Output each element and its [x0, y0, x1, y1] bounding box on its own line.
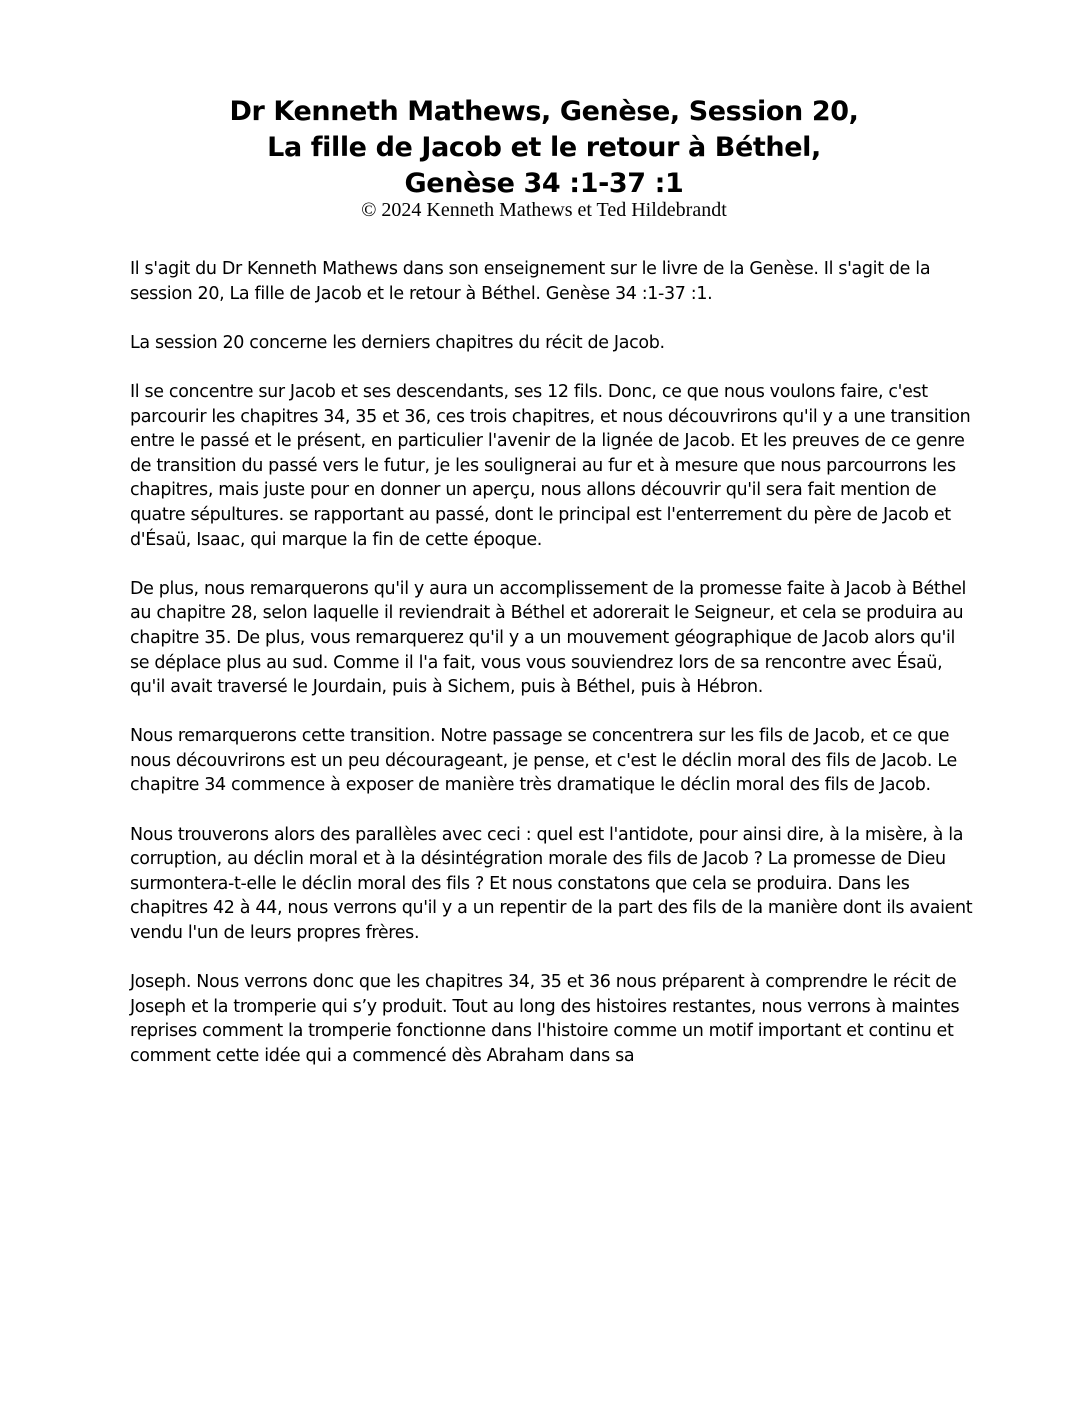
paragraph-4: De plus, nous remarquerons qu'il y aura un accomplissement de la promesse faite à Jacob à Béthel au chapitre 28, selon laquelle il reviendrait à Béthel et adorerait le Seigneur, et cela se produira au chapitre 35. De plus, vous remarquerez qu'il y a un mouvement géographique de Jacob alors qu'il se déplace plus au sud. Comme il l'a fait, vous vous souviendrez lors de sa rencontre avec Ésaü, qu'il avait traversé le Jourdain, puis à Sichem, puis à Béthel, puis à Hébron. — [130, 578, 967, 698]
paragraph-5: Nous remarquerons cette transition. Notre passage se concentrera sur les fils de Jacob, et ce que nous découvrirons est un peu décourageant, je pense, et c'est le déclin moral des fils de Jacob. Le chapitre 34 commence à exposer de manière très dramatique le déclin moral des fils de Jacob. — [130, 726, 957, 796]
paragraph-1: Il s'agit du Dr Kenneth Mathews dans son enseignement sur le livre de la Genèse. Il s'agit de la session 20, La fille de Jacob et le retour à Béthel. Genèse 34 :1-37 :1. — [130, 259, 931, 304]
paragraph-6: Nous trouverons alors des parallèles avec ceci : quel est l'antidote, pour ainsi dire, à la misère, à la corruption, au déclin moral et à la désintégration morale des fils de Jacob ? La promesse de Dieu surmontera-t-elle le déclin moral des fils ? Et nous constatons que cela se produira. Dans les chapitres 42 à 44, nous verrons qu'il y a un repentir de la part des fils de la manière dont ils avaient vendu l'un de leurs propres frères. — [130, 824, 973, 944]
title-block — [0, 94, 1088, 221]
paragraph-7: Joseph. Nous verrons donc que les chapitres 34, 35 et 36 nous préparent à comprendre le récit de Joseph et la tromperie qui s’y produit. Tout au long des histoires restantes, nous verrons à maintes reprises comment la tromperie fonctionne dans l'histoire comme un motif important et continu et comment cette idée qui a commencé dès Abraham dans sa — [130, 972, 960, 1066]
title-line-3: Genèse 34 :1-37 :1 — [404, 168, 684, 199]
paragraph-2: La session 20 concerne les derniers chapitres du récit de Jacob. — [130, 332, 665, 353]
copyright-notice: © 2024 Kenneth Mathews et Ted Hildebrandt — [361, 199, 727, 221]
title-line-1: Dr Kenneth Mathews, Genèse, Session 20, — [229, 96, 859, 127]
title-line-2: La fille de Jacob et le retour à Béthel, — [267, 132, 821, 163]
paragraph-3: Il se concentre sur Jacob et ses descendants, ses 12 fils. Donc, ce que nous voulons faire, c'est parcourir les chapitres 34, 35 et 36, ces trois chapitres, et nous découvrirons qu'il y a une transition entre le passé et le présent, en particulier l'avenir de la lignée de Jacob. Et les preuves de ce genre de transition du passé vers le futur, je les soulignerai au fur et à mesure que nous parcourrons les chapitres, mais juste pour en donner un aperçu, nous allons découvrir qu'il sera fait mention de quatre sépultures. se rapportant au passé, dont le principal est l'enterrement du père de Jacob et d'Ésaü, Isaac, qui marque la fin de cette époque. — [130, 381, 971, 550]
body-text — [130, 257, 978, 1093]
